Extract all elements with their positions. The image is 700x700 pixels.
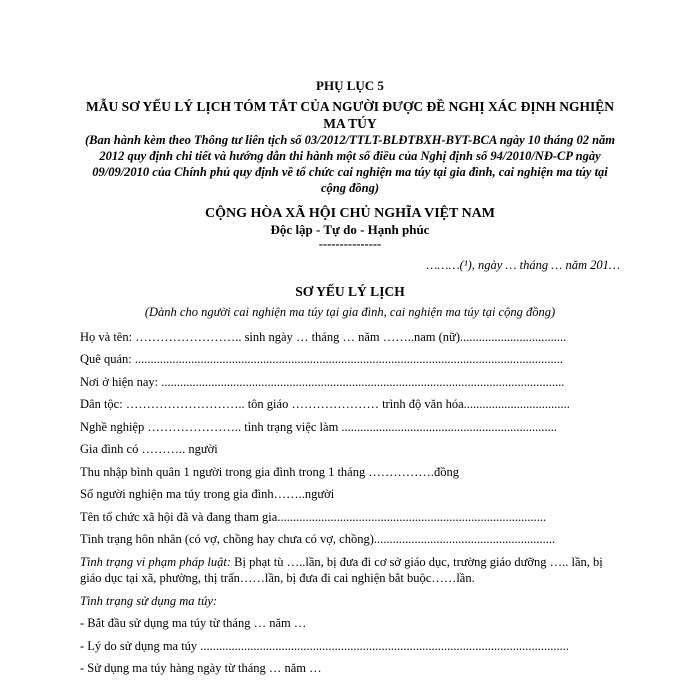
document-title: SƠ YẾU LÝ LỊCH	[295, 283, 405, 299]
document-subtitle: (Dành cho người cai nghiện ma túy tại gia đình, cai nghiện ma túy tại cộng đồng)	[144, 305, 556, 319]
ethnicity-field: Dân tộc: ……………………….. tôn giáo ………………… trình độ văn hóa..................................	[80, 397, 570, 411]
marital-status-field: Tình trạng hôn nhân (có vợ, chồng hay chưa có vợ, chồng)..........................................................	[80, 532, 556, 546]
occupation-field: Nghề nghiệp ………………….. tình trạng việc làm .....................................................................	[80, 419, 558, 434]
hometown-field: Quê quán: .........................................................................................................................................	[80, 352, 563, 366]
residence-field: Nơi ở hiện nay: .................................................................................................................................	[80, 374, 565, 389]
appendix-label: PHỤ LỤC 5	[316, 78, 384, 93]
reason-use-field: - Lý do sử dụng ma túy ......................................................................................................................	[80, 638, 570, 653]
family-addicts-field: Số người nghiện ma túy trong gia đình……..người	[80, 487, 335, 501]
family-size-field: Gia đình có ……….. người	[80, 442, 218, 456]
violations-label: Tình trạng vi phạm pháp luật:	[80, 554, 232, 569]
motto-divider: ---------------	[318, 236, 382, 251]
start-use-field: - Bắt đầu sử dụng ma túy từ tháng … năm …	[80, 616, 307, 630]
drug-use-heading: Tình trạng sử dụng ma túy:	[80, 593, 218, 608]
form-title: MẪU SƠ YẾU LÝ LỊCH TÓM TẮT CỦA NGƯỜI ĐƯỢC ĐỀ NGHỊ XÁC ĐỊNH NGHIỆN MA TÚY	[85, 98, 615, 131]
violations-field	[80, 554, 620, 587]
national-motto: Độc lập - Tự do - Hạnh phúc	[270, 222, 430, 237]
daily-use-field: - Sử dụng ma túy hàng ngày từ tháng … năm …	[80, 661, 322, 675]
social-orgs-field: Tên tổ chức xã hội đã và đang tham gia......................................................................................	[80, 509, 547, 524]
name-field: Họ và tên: …………………….. sinh ngày … tháng … năm ……..nam (nữ)..................................	[80, 329, 567, 344]
dateline: ………(¹), ngày … tháng … năm 201…	[426, 258, 620, 272]
decree-note: (Ban hành kèm theo Thông tư liên tịch số 03/2012/TTLT-BLĐTBXH-BYT-BCA ngày 10 tháng 02 năm 2012 quy định chi tiết và hướng dẫn thi hành một số điều của Nghị định số 94/2010/NĐ-CP ngày 09/09/2010 của Chính phủ quy định về tổ chức cai nghiện ma túy tại gia đình, cai nghiện ma túy tại cộng đồng)	[84, 132, 616, 195]
violations-text: Bị phạt tù …..lần, bị đưa đi cơ sở giáo dục, trường giáo dưỡng ….. lần, bị giáo dục tại xã, phường, thị trấn……lần, bị đưa đi cai nghiện bắt buộc……lần.	[80, 554, 603, 585]
income-field: Thu nhập bình quân 1 người trong gia đình trong 1 tháng …………….đồng	[80, 464, 459, 479]
national-title: CỘNG HÒA XÃ HỘI CHỦ NGHĨA VIỆT NAM	[204, 205, 495, 221]
document-page	[80, 78, 620, 677]
